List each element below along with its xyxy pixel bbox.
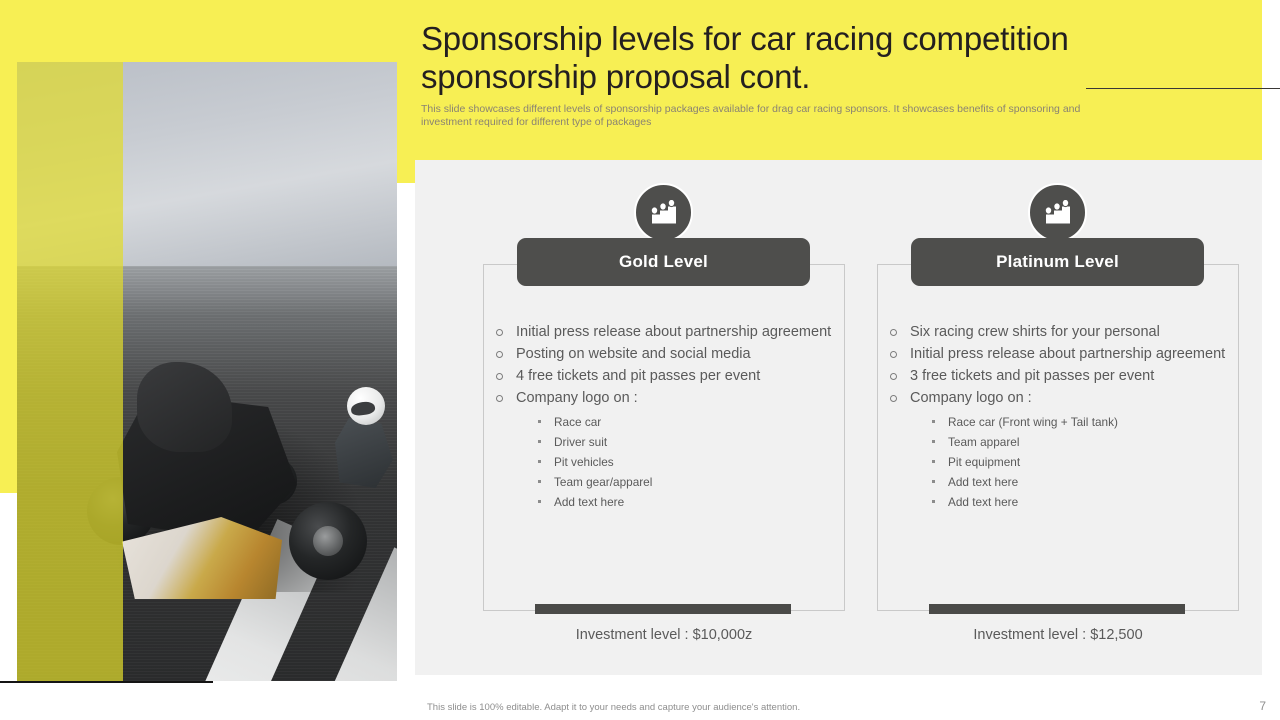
- benefit-text: Initial press release about partnership agreement: [910, 346, 1226, 362]
- card-gold-title-pill: [517, 238, 810, 286]
- list-item: [886, 366, 1230, 388]
- sub-benefit-text: Team apparel: [948, 434, 1020, 449]
- sub-benefit-text: Team gear/apparel: [554, 474, 653, 489]
- growth-chart-coins-icon: [649, 200, 679, 226]
- circle-bullet-icon: [496, 373, 503, 380]
- growth-chart-coins-icon: [1043, 200, 1073, 226]
- square-bullet-icon: [932, 440, 935, 443]
- list-item: [516, 492, 836, 512]
- card-platinum-icon-badge: [1028, 183, 1087, 242]
- sub-benefit-text: Race car: [554, 414, 602, 429]
- card-platinum-benefits: [886, 322, 1230, 512]
- footer-divider: [0, 681, 213, 683]
- list-item: [910, 492, 1230, 512]
- list-item: [516, 452, 836, 472]
- card-gold-investment: Investment level : $10,000z: [575, 627, 753, 643]
- list-item: [516, 472, 836, 492]
- circle-bullet-icon: [890, 373, 897, 380]
- list-item: [492, 344, 836, 366]
- circle-bullet-icon: [890, 329, 897, 336]
- sub-benefit-text: Pit equipment: [948, 454, 1021, 469]
- benefit-text: Six racing crew shirts for your personal: [910, 324, 1160, 340]
- card-gold-footer-bar: [535, 604, 791, 614]
- card-gold-icon-badge: [634, 183, 693, 242]
- list-item: [492, 366, 836, 388]
- card-gold-title: Gold Level: [619, 252, 708, 271]
- page-subtitle: This slide showcases different levels of sponsorship packages available for drag car racing sponsors. It showcases benefits of sponsoring and investment required for different type of packages: [421, 103, 1081, 128]
- list-item: [886, 322, 1230, 344]
- sub-benefit-text: Add text here: [948, 494, 1019, 509]
- circle-bullet-icon: [890, 351, 897, 358]
- sub-benefit-text: Race car (Front wing + Tail tank): [948, 414, 1118, 429]
- card-gold-sublist: [516, 412, 836, 512]
- photo-yellow-overlay: [17, 62, 123, 681]
- benefit-text: 4 free tickets and pit passes per event: [516, 368, 761, 384]
- card-platinum-investment: Investment level : $12,500: [973, 627, 1143, 643]
- list-item: [492, 388, 836, 512]
- card-platinum-benefit-list: [886, 322, 1230, 512]
- benefit-text: 3 free tickets and pit passes per event: [910, 368, 1155, 384]
- circle-bullet-icon: [496, 395, 503, 402]
- square-bullet-icon: [932, 460, 935, 463]
- kart-racing-photo: [17, 62, 397, 681]
- square-bullet-icon: [538, 440, 541, 443]
- square-bullet-icon: [538, 480, 541, 483]
- list-item: [516, 432, 836, 452]
- square-bullet-icon: [538, 420, 541, 423]
- benefit-text: Initial press release about partnership agreement: [516, 324, 832, 340]
- square-bullet-icon: [932, 500, 935, 503]
- page-title: Sponsorship levels for car racing competition sponsorship proposal cont.: [421, 20, 1069, 95]
- card-platinum-title-pill: [911, 238, 1204, 286]
- list-item: [910, 412, 1230, 432]
- sub-benefit-text: Pit vehicles: [554, 454, 614, 469]
- list-item: [910, 472, 1230, 492]
- card-platinum-sublist: [910, 412, 1230, 512]
- circle-bullet-icon: [496, 351, 503, 358]
- benefit-text: Company logo on :: [516, 390, 638, 406]
- list-item: [516, 412, 836, 432]
- circle-bullet-icon: [890, 395, 897, 402]
- square-bullet-icon: [538, 500, 541, 503]
- benefit-text: Posting on website and social media: [516, 346, 751, 362]
- sub-benefit-text: Add text here: [554, 494, 625, 509]
- square-bullet-icon: [932, 480, 935, 483]
- page-number: 7: [1259, 699, 1266, 713]
- list-item: [910, 452, 1230, 472]
- square-bullet-icon: [932, 420, 935, 423]
- card-platinum-title: Platinum Level: [996, 252, 1119, 271]
- sub-benefit-text: Add text here: [948, 474, 1019, 489]
- card-gold-benefits: [492, 322, 836, 512]
- card-platinum-footer-bar: [929, 604, 1185, 614]
- card-gold-benefit-list: [492, 322, 836, 512]
- circle-bullet-icon: [496, 329, 503, 336]
- list-item: [910, 432, 1230, 452]
- sub-benefit-text: Driver suit: [554, 434, 608, 449]
- title-underline-rule: [1086, 88, 1280, 89]
- list-item: [492, 322, 836, 344]
- square-bullet-icon: [538, 460, 541, 463]
- footer-note: This slide is 100% editable. Adapt it to your needs and capture your audience's attention.: [427, 702, 801, 713]
- kart-front-wheel-rim: [313, 526, 343, 556]
- benefit-text: Company logo on :: [910, 390, 1032, 406]
- list-item: [886, 388, 1230, 512]
- list-item: [886, 344, 1230, 366]
